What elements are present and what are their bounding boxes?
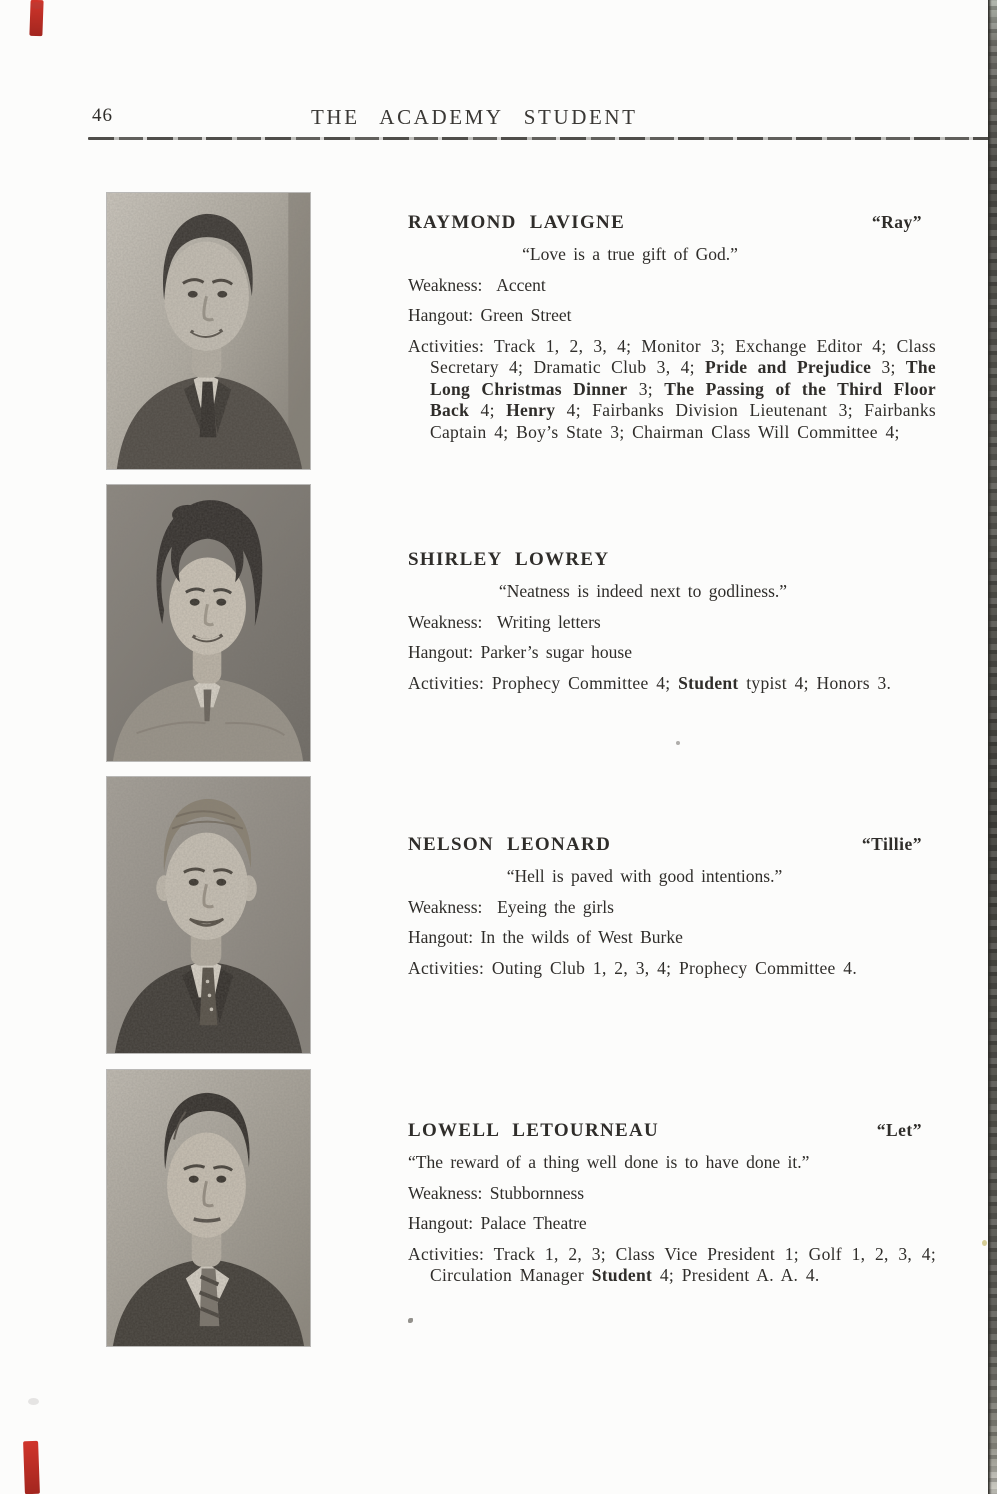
weakness-line: [408, 1183, 936, 1205]
activities-label: Activities:: [408, 672, 485, 693]
page-title: THE ACADEMY STUDENT: [311, 105, 638, 129]
ink-speck: [676, 741, 680, 745]
weakness-value: Accent: [496, 274, 546, 295]
hangout-value: In the wilds of West Burke: [480, 927, 683, 947]
student-nickname: “Ray”: [871, 212, 922, 232]
student-name: NELSON LEONARD: [408, 834, 612, 855]
student-entry: [408, 1120, 936, 1296]
weakness-value: Stubbornness: [489, 1182, 585, 1203]
hangout-line: [408, 927, 936, 949]
scan-smudge: [31, 2, 43, 9]
activities-value: Outing Club 1, 2, 3, 4; Prophecy Committee 4.: [491, 957, 858, 978]
activities-line: [408, 336, 936, 444]
hangout-label: Hangout:: [408, 927, 474, 947]
activities-value: Track 1, 2, 3; Class Vice President 1; Golf 1, 2, 3, 4; Circulation Manager Student 4; President A. A. 4.: [430, 1243, 936, 1285]
student-quote: “The reward of a thing well done is to have done it.”: [408, 1152, 810, 1172]
weakness-line: [408, 275, 936, 297]
portrait-photo-raymond-lavigne: [106, 192, 311, 470]
activities-line: [408, 958, 936, 980]
header-divider: [88, 137, 992, 140]
hangout-line: [408, 1213, 936, 1235]
hangout-value: Parker’s sugar house: [480, 642, 632, 662]
student-entry: [408, 834, 936, 988]
activities-line: [408, 673, 936, 695]
portrait-photo-nelson-leonard: [106, 776, 311, 1054]
activities-line: [408, 1244, 936, 1287]
book-gutter-edge: [988, 0, 997, 1494]
weakness-value: Writing letters: [496, 611, 601, 632]
weakness-label: Weakness:: [408, 896, 483, 917]
student-quote: “Neatness is indeed next to godliness.”: [498, 581, 788, 601]
activities-value: Prophecy Committee 4; Student typist 4; Honors 3.: [491, 672, 892, 693]
student-name: RAYMOND LAVIGNE: [408, 212, 626, 233]
scan-speck: [982, 1240, 987, 1246]
hangout-label: Hangout:: [408, 1213, 474, 1233]
student-quote: “Hell is paved with good intentions.”: [506, 866, 783, 886]
hangout-label: Hangout:: [408, 305, 474, 325]
hangout-value: Palace Theatre: [480, 1213, 587, 1233]
weakness-label: Weakness:: [408, 274, 483, 295]
activities-value: Track 1, 2, 3, 4; Monitor 3; Exchange Editor 4; Class Secretary 4; Dramatic Club 3, 4; Pride and Prejudice 3; The Long Christmas Dinner 3; The Passing of the Third Floor Back 4; Henry 4; Fairbanks Division Lieutenant 3; Fairbanks Captain 4; Boy’s State 3; Chairman Class Will Committee 4;: [430, 335, 936, 442]
weakness-line: [408, 612, 936, 634]
weakness-label: Weakness:: [408, 611, 483, 632]
activities-label: Activities:: [408, 1243, 485, 1264]
student-entry: [408, 212, 936, 452]
activities-label: Activities:: [408, 957, 485, 978]
weakness-value: Eyeing the girls: [497, 896, 614, 917]
weakness-line: [408, 897, 936, 919]
student-nickname: “Tillie”: [861, 834, 922, 854]
weakness-label: Weakness:: [408, 1182, 483, 1203]
hangout-label: Hangout:: [408, 642, 474, 662]
student-entry: [408, 549, 936, 703]
portrait-photo-lowell-letourneau: [106, 1069, 311, 1347]
ink-speck: [408, 1318, 413, 1323]
student-name: SHIRLEY LOWREY: [408, 549, 610, 570]
scan-smudge: [28, 1398, 39, 1405]
page-number: 46: [92, 105, 113, 126]
portrait-photo-shirley-lowrey: [106, 484, 311, 762]
student-nickname: “Let”: [876, 1120, 922, 1140]
student-quote: “Love is a true gift of God.”: [522, 244, 738, 264]
hangout-line: [408, 642, 936, 664]
red-mark-bottom-left: [23, 1441, 40, 1494]
activities-label: Activities:: [408, 335, 485, 356]
hangout-value: Green Street: [480, 305, 572, 325]
hangout-line: [408, 305, 936, 327]
student-name: LOWELL LETOURNEAU: [408, 1120, 660, 1141]
